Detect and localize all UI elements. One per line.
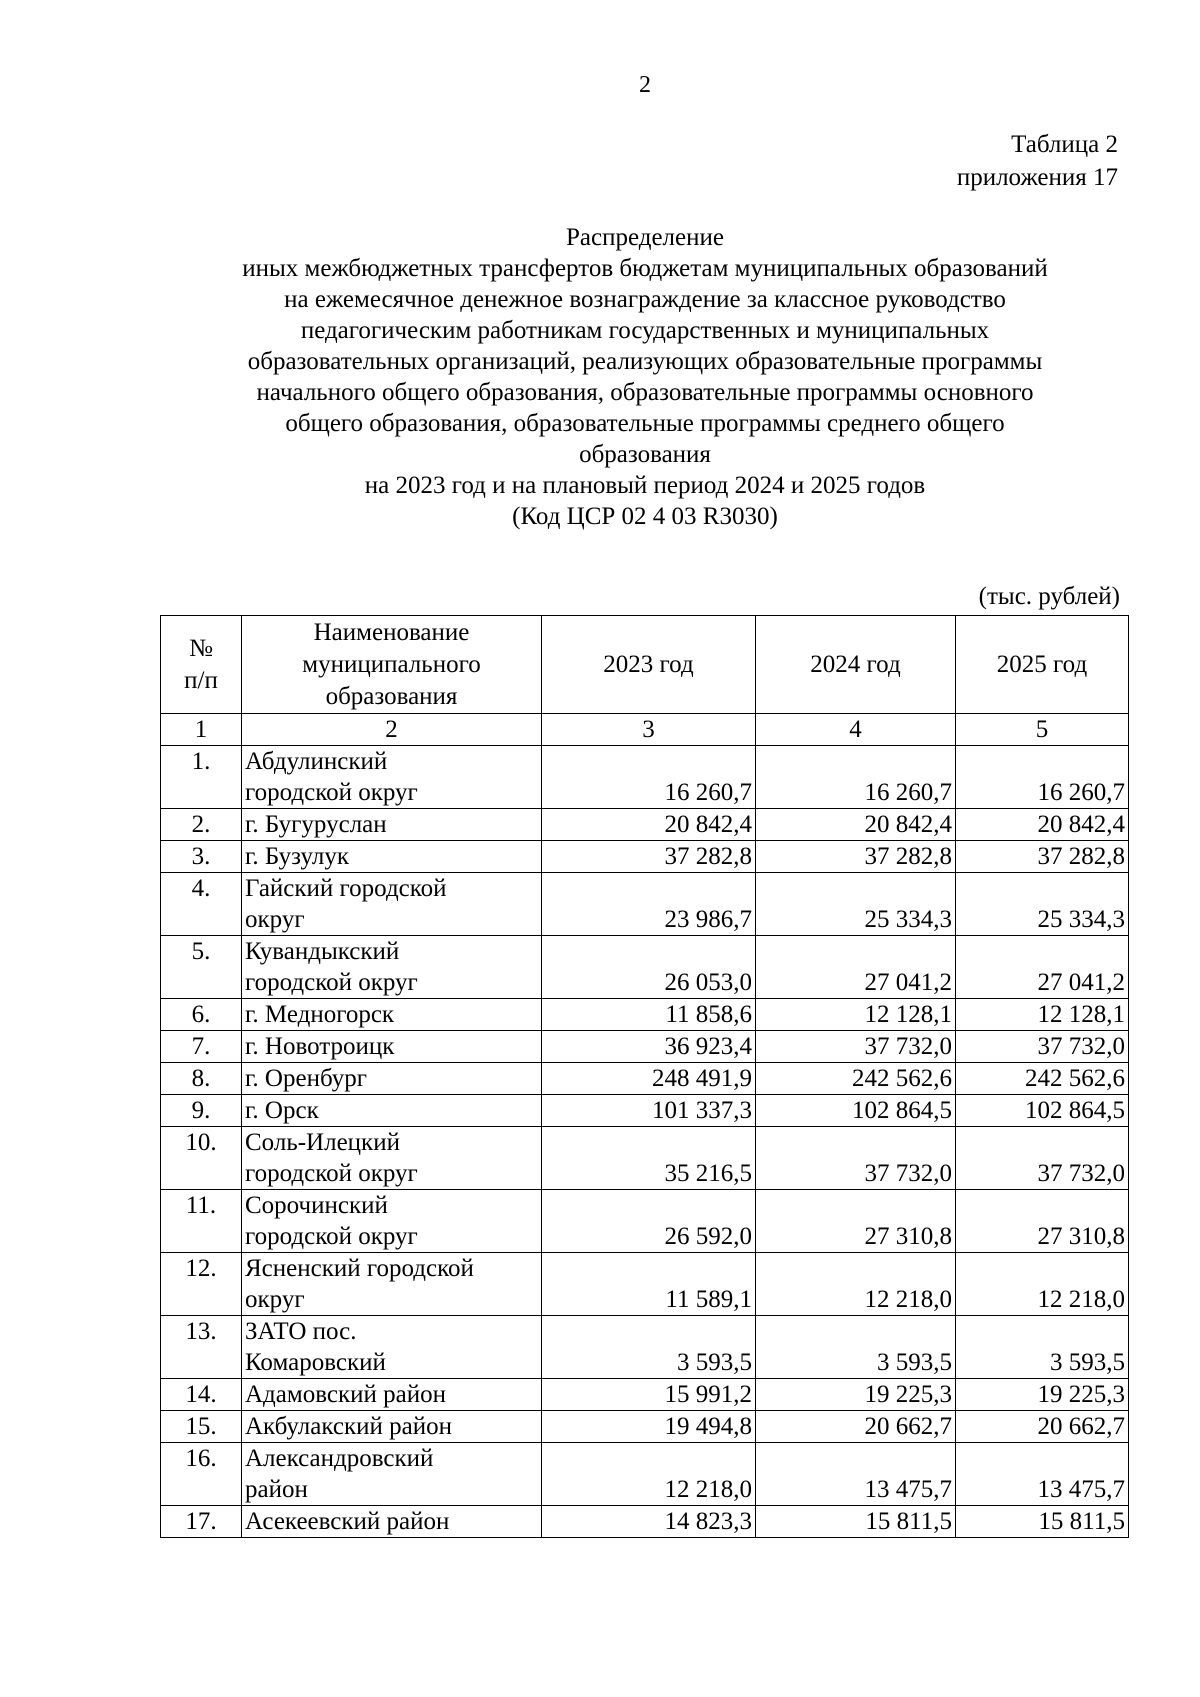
value-2025: 242 562,6 bbox=[956, 1063, 1129, 1095]
column-number: 5 bbox=[956, 714, 1129, 746]
value-2025: 12 218,0 bbox=[956, 1253, 1129, 1316]
title-line: на 2023 год и на плановый период 2024 и 2025 годов bbox=[364, 472, 926, 499]
row-number: 9. bbox=[161, 1095, 242, 1127]
value-2023: 14 823,3 bbox=[542, 1506, 756, 1538]
municipality-name-line: Сорочинский bbox=[245, 1192, 388, 1219]
municipality-name bbox=[242, 841, 542, 873]
municipality-name-line: г. Оренбург bbox=[245, 1065, 367, 1092]
title-line: образовательных организаций, реализующих образовательные программы bbox=[247, 348, 1043, 375]
value-2024: 37 282,8 bbox=[756, 841, 956, 873]
table-row bbox=[161, 841, 1129, 873]
title-line: начального общего образования, образовательные программы основного bbox=[256, 379, 1034, 406]
municipality-name bbox=[242, 999, 542, 1031]
municipality-name bbox=[242, 1063, 542, 1095]
title-line: иных межбюджетных трансфертов бюджетам муниципальных образований bbox=[242, 255, 1048, 282]
value-2024: 37 732,0 bbox=[756, 1031, 956, 1063]
municipality-name-line: Соль-Илецкий bbox=[245, 1129, 400, 1156]
municipality-name-line: Адамовский район bbox=[245, 1381, 446, 1408]
table-row bbox=[161, 809, 1129, 841]
value-2025: 16 260,7 bbox=[956, 746, 1129, 809]
value-2024: 20 662,7 bbox=[756, 1411, 956, 1443]
municipality-name-line: Александровский bbox=[245, 1445, 434, 1472]
value-2025: 27 041,2 bbox=[956, 936, 1129, 999]
row-number: 7. bbox=[161, 1031, 242, 1063]
table-row bbox=[161, 1506, 1129, 1538]
value-2024: 242 562,6 bbox=[756, 1063, 956, 1095]
municipality-name-line: г. Новотроицк bbox=[245, 1033, 395, 1060]
table-row bbox=[161, 1379, 1129, 1411]
value-2023: 11 589,1 bbox=[542, 1253, 756, 1316]
row-number: 16. bbox=[161, 1443, 242, 1506]
row-number: 10. bbox=[161, 1127, 242, 1190]
value-2025: 37 732,0 bbox=[956, 1127, 1129, 1190]
row-number: 14. bbox=[161, 1379, 242, 1411]
title-line: педагогическим работникам государственных и муниципальных bbox=[300, 317, 990, 344]
header-num-line: № bbox=[189, 634, 213, 662]
municipality-name-line: городской округ bbox=[245, 969, 418, 996]
page-number: 2 bbox=[639, 72, 651, 98]
header-num-line: п/п bbox=[184, 666, 218, 694]
table-row bbox=[161, 999, 1129, 1031]
header-2023: 2023 год bbox=[542, 616, 756, 714]
value-2023: 26 053,0 bbox=[542, 936, 756, 999]
value-2023: 26 592,0 bbox=[542, 1190, 756, 1253]
title-line: общего образования, образовательные программы среднего общего bbox=[285, 410, 1005, 437]
municipality-name-line: ЗАТО пос. bbox=[245, 1318, 357, 1345]
value-2024: 37 732,0 bbox=[756, 1127, 956, 1190]
municipality-name bbox=[242, 873, 542, 936]
row-number: 13. bbox=[161, 1316, 242, 1379]
title-line: Распределение bbox=[566, 224, 724, 251]
value-2023: 36 923,4 bbox=[542, 1031, 756, 1063]
value-2025: 15 811,5 bbox=[956, 1506, 1129, 1538]
value-2023: 16 260,7 bbox=[542, 746, 756, 809]
value-2023: 12 218,0 bbox=[542, 1443, 756, 1506]
row-number: 2. bbox=[161, 809, 242, 841]
value-2025: 37 282,8 bbox=[956, 841, 1129, 873]
table-row bbox=[161, 1095, 1129, 1127]
municipality-name-line: Акбулакский район bbox=[245, 1413, 452, 1440]
municipality-name bbox=[242, 1253, 542, 1316]
row-number: 12. bbox=[161, 1253, 242, 1316]
row-number: 15. bbox=[161, 1411, 242, 1443]
document-title bbox=[150, 222, 1140, 532]
header-num bbox=[161, 616, 242, 714]
table-row bbox=[161, 1411, 1129, 1443]
municipality-name-line: г. Бугуруслан bbox=[245, 811, 387, 838]
table-row bbox=[161, 1031, 1129, 1063]
column-number: 3 bbox=[542, 714, 756, 746]
municipality-name-line: Гайский городской bbox=[245, 875, 447, 902]
municipality-name-line: округ bbox=[245, 906, 305, 933]
table-reference bbox=[957, 128, 1118, 194]
table-row bbox=[161, 1063, 1129, 1095]
table-row bbox=[161, 1190, 1129, 1253]
title-line: на ежемесячное денежное вознаграждение за классное руководство bbox=[284, 286, 1006, 313]
column-number: 2 bbox=[242, 714, 542, 746]
municipality-name-line: городской округ bbox=[245, 1223, 418, 1250]
header-name bbox=[242, 616, 542, 714]
table-row bbox=[161, 1127, 1129, 1190]
title-line: образования bbox=[579, 441, 711, 468]
header-name-line: Наименование bbox=[313, 618, 470, 646]
municipality-name bbox=[242, 809, 542, 841]
municipality-name bbox=[242, 1411, 542, 1443]
municipality-name bbox=[242, 1127, 542, 1190]
value-2024: 13 475,7 bbox=[756, 1443, 956, 1506]
value-2025: 27 310,8 bbox=[956, 1190, 1129, 1253]
municipality-name bbox=[242, 1379, 542, 1411]
row-number: 17. bbox=[161, 1506, 242, 1538]
municipality-name bbox=[242, 1095, 542, 1127]
municipality-name bbox=[242, 1506, 542, 1538]
value-2023: 20 842,4 bbox=[542, 809, 756, 841]
municipality-name-line: Ясненский городской bbox=[245, 1255, 474, 1282]
value-2024: 16 260,7 bbox=[756, 746, 956, 809]
value-2024: 19 225,3 bbox=[756, 1379, 956, 1411]
table-row bbox=[161, 746, 1129, 809]
value-2025: 20 842,4 bbox=[956, 809, 1129, 841]
table-header-row bbox=[161, 616, 1129, 714]
header-name-line: образования bbox=[325, 682, 458, 710]
value-2023: 101 337,3 bbox=[542, 1095, 756, 1127]
table-row bbox=[161, 1253, 1129, 1316]
title-line: (Код ЦСР 02 4 03 R3030) bbox=[512, 503, 778, 530]
municipality-name bbox=[242, 1031, 542, 1063]
value-2024: 25 334,3 bbox=[756, 873, 956, 936]
value-2024: 3 593,5 bbox=[756, 1316, 956, 1379]
value-2023: 19 494,8 bbox=[542, 1411, 756, 1443]
municipality-name bbox=[242, 746, 542, 809]
municipality-name-line: Асекеевский район bbox=[245, 1508, 450, 1535]
value-2024: 20 842,4 bbox=[756, 809, 956, 841]
value-2024: 27 310,8 bbox=[756, 1190, 956, 1253]
municipality-name bbox=[242, 1190, 542, 1253]
header-2025: 2025 год bbox=[956, 616, 1129, 714]
header-2024: 2024 год bbox=[756, 616, 956, 714]
municipality-name-line: городской округ bbox=[245, 1160, 418, 1187]
row-number: 4. bbox=[161, 873, 242, 936]
municipality-name-line: Комаровский bbox=[245, 1349, 386, 1376]
table-row bbox=[161, 1443, 1129, 1506]
value-2023: 37 282,8 bbox=[542, 841, 756, 873]
value-2023: 3 593,5 bbox=[542, 1316, 756, 1379]
municipality-name-line: округ bbox=[245, 1286, 305, 1313]
table-row bbox=[161, 936, 1129, 999]
units-label: (тыс. рублей) bbox=[978, 583, 1120, 610]
value-2025: 20 662,7 bbox=[956, 1411, 1129, 1443]
column-number: 4 bbox=[756, 714, 956, 746]
column-numbers-row bbox=[161, 714, 1129, 746]
header-name-line: муниципального bbox=[302, 650, 481, 678]
value-2025: 3 593,5 bbox=[956, 1316, 1129, 1379]
value-2024: 102 864,5 bbox=[756, 1095, 956, 1127]
municipality-name-line: г. Орск bbox=[245, 1097, 319, 1124]
value-2025: 25 334,3 bbox=[956, 873, 1129, 936]
table-row bbox=[161, 1316, 1129, 1379]
municipality-name-line: г. Медногорск bbox=[245, 1001, 395, 1028]
municipality-name-line: г. Бузулук bbox=[245, 843, 350, 870]
municipality-name-line: Кувандыкский bbox=[245, 938, 400, 965]
value-2023: 35 216,5 bbox=[542, 1127, 756, 1190]
column-number: 1 bbox=[161, 714, 242, 746]
value-2025: 13 475,7 bbox=[956, 1443, 1129, 1506]
municipality-name-line: городской округ bbox=[245, 779, 418, 806]
row-number: 5. bbox=[161, 936, 242, 999]
value-2023: 23 986,7 bbox=[542, 873, 756, 936]
value-2025: 12 128,1 bbox=[956, 999, 1129, 1031]
municipality-name-line: район bbox=[245, 1476, 308, 1503]
table-row bbox=[161, 873, 1129, 936]
municipality-name bbox=[242, 1316, 542, 1379]
row-number: 11. bbox=[161, 1190, 242, 1253]
value-2024: 12 128,1 bbox=[756, 999, 956, 1031]
row-number: 1. bbox=[161, 746, 242, 809]
municipality-name-line: Абдулинский bbox=[245, 748, 388, 775]
municipality-name bbox=[242, 936, 542, 999]
value-2023: 15 991,2 bbox=[542, 1379, 756, 1411]
value-2025: 37 732,0 bbox=[956, 1031, 1129, 1063]
value-2024: 15 811,5 bbox=[756, 1506, 956, 1538]
value-2023: 248 491,9 bbox=[542, 1063, 756, 1095]
row-number: 6. bbox=[161, 999, 242, 1031]
value-2024: 12 218,0 bbox=[756, 1253, 956, 1316]
row-number: 3. bbox=[161, 841, 242, 873]
table-reference-line-2: приложения 17 bbox=[956, 164, 1118, 191]
value-2023: 11 858,6 bbox=[542, 999, 756, 1031]
municipality-name bbox=[242, 1443, 542, 1506]
distribution-table bbox=[160, 615, 1129, 1538]
value-2025: 102 864,5 bbox=[956, 1095, 1129, 1127]
row-number: 8. bbox=[161, 1063, 242, 1095]
table-reference-line-1: Таблица 2 bbox=[1011, 131, 1118, 158]
value-2024: 27 041,2 bbox=[756, 936, 956, 999]
value-2025: 19 225,3 bbox=[956, 1379, 1129, 1411]
